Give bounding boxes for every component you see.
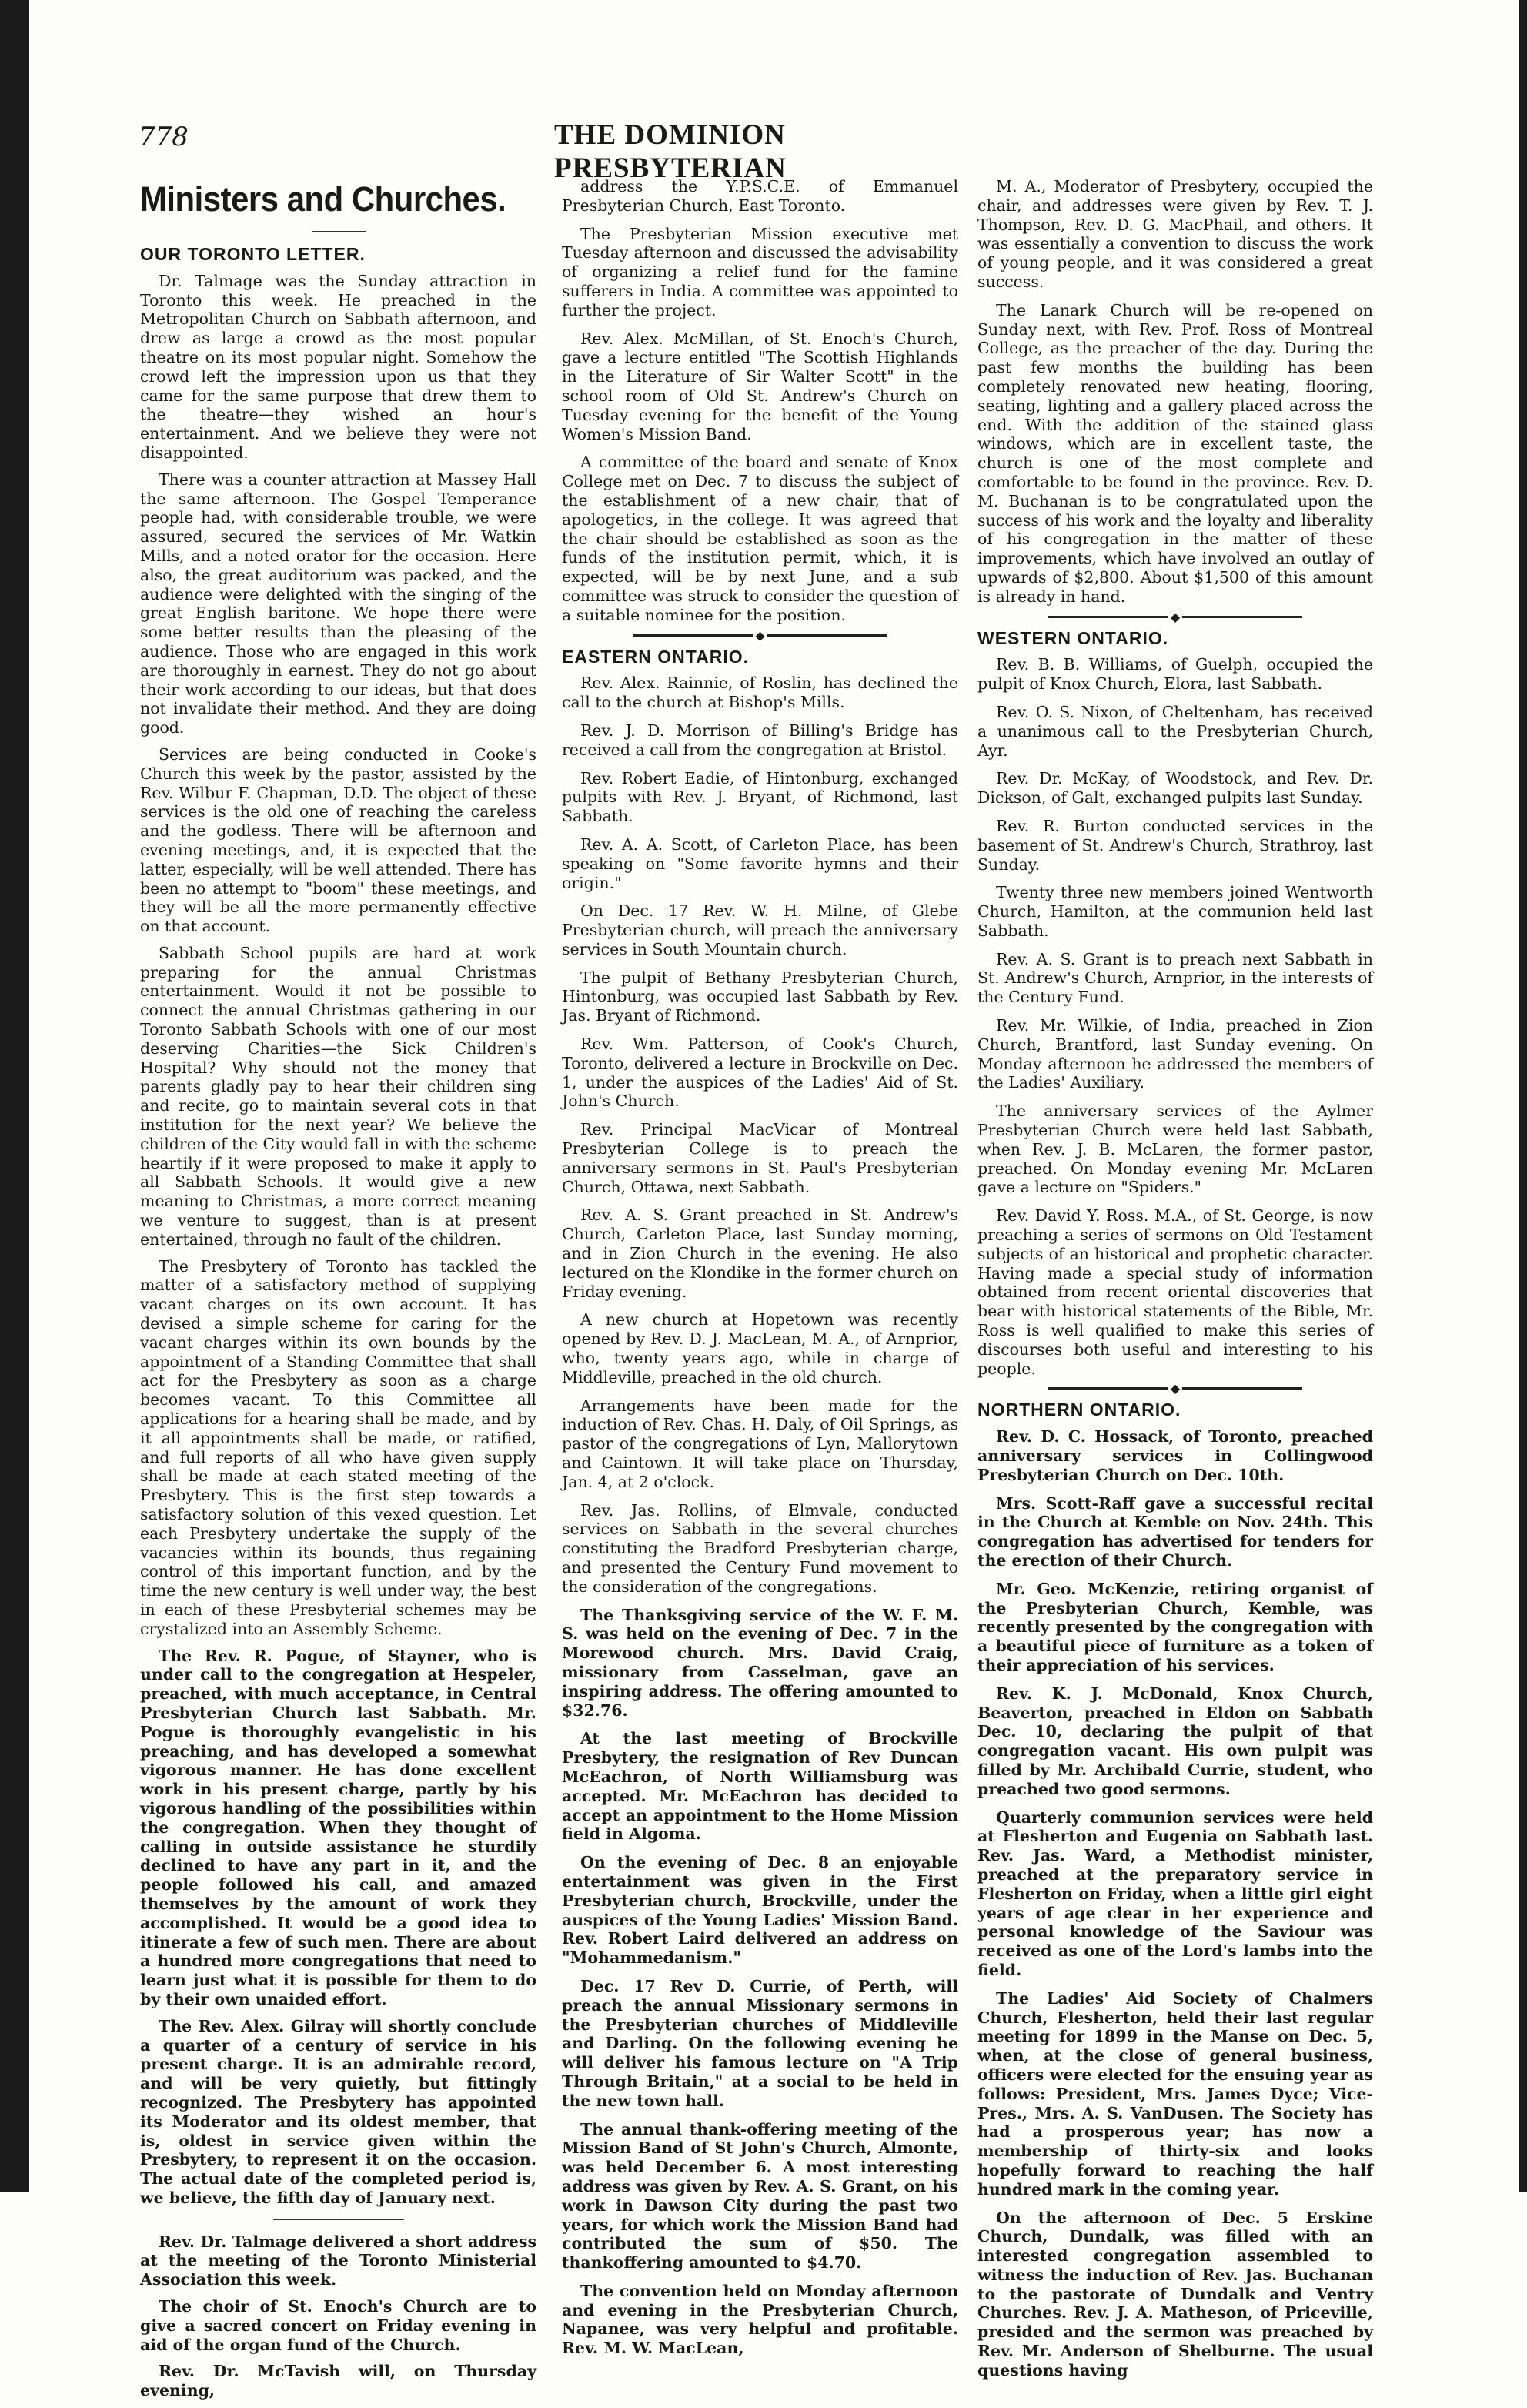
news-item: Rev. A. A. Scott, of Carleton Place, has been speaking on "Some favorite hymns and their origin." xyxy=(562,834,958,892)
ornamental-divider xyxy=(1048,1387,1302,1390)
subsection-heading: EASTERN ONTARIO. xyxy=(562,646,750,667)
divider xyxy=(312,231,366,232)
article-paragraph: Dr. Talmage was the Sunday attraction in Toronto this week. He preached in the Metropolitan Church on Sabbath afternoon, and drew as large a crowd as the most popular theatre on its most popular night. Somehow the crowd left the impression upon us that they came for the same purpose that drew them to the theatre—they wished an hour's entertainment. And we believe they were not disappointed. xyxy=(140,271,536,462)
news-item: The Lanark Church will be re-opened on Sunday next, with Rev. Prof. Ross of Montreal College, as the preacher of the day. During the past few months the building has been completely renovated new heating, flooring, seating, lighting and a gallery placed across the end. With the addition of the stained glass windows, which are in excellent taste, the church is one of the most complete and comfortable to be found in the province. Rev. D. M. Buchanan is to be congratulated upon the success of his work and the loyalty and liberality of his congregation in the matter of these improvements, which have involved an outlay of upwards of $2,800. About $1,500 of this amount is already in hand. xyxy=(977,300,1373,606)
news-item: Rev. Robert Eadie, of Hintonburg, exchanged pulpits with Rev. J. Bryant, of Richmond, last Sabbath. xyxy=(562,768,958,826)
news-item: Rev. R. Burton conducted services in the basement of St. Andrew's Church, Strathroy, last Sunday. xyxy=(977,816,1373,874)
news-item: Rev. A. S. Grant is to preach next Sabbath in St. Andrew's Church, Arnprior, in the interests of the Century Fund. xyxy=(977,949,1373,1007)
news-item: The convention held on Monday afternoon and evening in the Presbyterian Church, Napanee, was very helpful and profitable. Rev. M. W. MacLean, xyxy=(562,2281,958,2358)
column-3 xyxy=(977,177,1373,2390)
news-item: M. A., Moderator of Presbytery, occupied the chair, and addresses were given by Rev. T. J. Thompson, Rev. D. G. MacPhail, and others. It was essentially a convention to discuss the work of young people, and it was considered a great success. xyxy=(977,177,1373,291)
subsection-heading: NORTHERN ONTARIO. xyxy=(977,1400,1181,1420)
scan-right-edge xyxy=(1519,0,1527,2192)
article-paragraph: Sabbath School pupils are hard at work preparing for the annual Christmas entertainment. Would it not be possible to connect the annual Christmas gathering in our Toronto Sabbath Schools with one of our most deserving Charities—the Sick Children's Hospital? Why should not the money that parents gladly pay to hear their children sing and recite, go to maintain several cots in that institution for the next year? We believe the children of the City would fall in with the scheme heartily if it were proposed to make it apply to all Sabbath Schools. It would give a new meaning to Christmas, a more correct meaning we venture to suggest, than is at present entertained, through no fault of the children. xyxy=(140,943,536,1249)
article-paragraph: The Presbytery of Toronto has tackled the matter of a satisfactory method of supplying vacant charges on its own account. It has devised a simple scheme for caring for the vacant charges within its own bounds by the appointment of a Standing Committee that shall act for the Presbytery as soon as a charge becomes vacant. To this Committee all applications for a hearing shall be made, and by it all appointments shall be made, or ratified, and full reports of all who have given supply shall be made at each stated meeting of the Presbytery. This is the first step towards a satisfactory solution of this vexed question. Let each Presbytery undertake the supply of the vacancies within its bounds, thus regaining control of this important function, and by the time the new century is well under way, the best in each of these Presbyterial schemes may be crystalized into an Assembly Scheme. xyxy=(140,1256,536,1638)
subsection-heading: OUR TORONTO LETTER. xyxy=(140,244,366,264)
article-paragraph: The Rev. Alex. Gilray will shortly conclude a quarter of a century of service in his present charge. It is an admirable record, and will be very quietly, but fittingly recognized. The Presbytery has appointed its Moderator and its oldest member, that is, oldest in service given within the Presbytery, to represent it on the occasion. The actual date of the completed period is, we believe, the fifth day of January next. xyxy=(140,2016,536,2207)
news-item: Rev. Dr. Talmage delivered a short address at the meeting of the Toronto Ministerial Association this week. xyxy=(140,2232,536,2289)
column-1 xyxy=(140,177,536,2408)
news-item: The Ladies' Aid Society of Chalmers Church, Flesherton, held their last regular meeting for 1899 in the Manse on Dec. 5, when, at the close of general business, officers were elected for the ensuing year as follows: President, Mrs. James Dyce; Vice-Pres., Mrs. A. S. VanDusen. The Society has had a prosperous year; has now a membership of thirty-six and looks hopefully forward to reaching the half hundred mark in the coming year. xyxy=(977,1988,1373,2199)
news-item: Rev. Alex. McMillan, of St. Enoch's Church, gave a lecture entitled "The Scottish Highlands in the Literature of Sir Walter Scott" in the school room of Old St. Andrew's Church on Tuesday evening for the benefit of the Young Women's Mission Band. xyxy=(562,329,958,443)
ornamental-divider xyxy=(633,634,887,637)
news-item: The Presbyterian Mission executive met Tuesday afternoon and discussed the advisability of organizing a relief fund for the famine sufferers in India. A committee was appointed to further the project. xyxy=(562,224,958,319)
news-item: Dec. 17 Rev D. Currie, of Perth, will preach the annual Missionary sermons in the Presbyterian churches of Middleville and Darling. On the following evening he will deliver his famous lecture on "A Trip Through Britain," at a social to be held in the new town hall. xyxy=(562,1976,958,2110)
column-2 xyxy=(562,177,958,2367)
news-item: The anniversary services of the Aylmer Presbyterian Church were held last Sabbath, when Rev. J. B. McLaren, the former pastor, preached. On Monday evening Mr. McLaren gave a lecture on "Spiders." xyxy=(977,1102,1373,1197)
news-item: Mr. Geo. McKenzie, retiring organist of the Presbyterian Church, Kemble, was recently presented by the congregation with a beautiful piece of furniture as a token of their appreciation of his services. xyxy=(977,1579,1373,1674)
news-item: address the Y.P.S.C.E. of Emmanuel Presbyterian Church, East Toronto. xyxy=(562,177,958,215)
news-item: On the evening of Dec. 8 an enjoyable entertainment was given in the First Presbyterian church, Brockville, under the auspices of the Young Ladies' Mission Band. Rev. Robert Laird delivered an address on "Mohammedanism." xyxy=(562,1853,958,1968)
news-item: Mrs. Scott-Raff gave a successful recital in the Church at Kemble on Nov. 24th. This congregation has advertised for tenders for the erection of their Church. xyxy=(977,1493,1373,1570)
page-number: 778 xyxy=(139,122,189,152)
news-item: Rev. Dr. McTavish will, on Thursday evening, xyxy=(140,2362,536,2400)
subsection-heading: WESTERN ONTARIO. xyxy=(977,627,1169,648)
news-item: Rev. Principal MacVicar of Montreal Presbyterian College is to preach the anniversary sermons in St. Paul's Presbyterian Church, Ottawa, next Sabbath. xyxy=(562,1120,958,1196)
journal-title: THE DOMINION PRESBYTERIAN xyxy=(554,119,787,184)
page-header xyxy=(139,115,954,184)
news-item: The Thanksgiving service of the W. F. M. S. was held on the evening of Dec. 7 in the Morewood church. Mrs. David Craig, missionary from Casselman, gave an inspiring address. The offering amounted to $32.76. xyxy=(562,1605,958,1720)
news-item: Rev. Mr. Wilkie, of India, preached in Zion Church, Brantford, last Sunday evening. On Monday afternoon he addressed the members of the Ladies' Auxiliary. xyxy=(977,1016,1373,1092)
news-item: Rev. A. S. Grant preached in St. Andrew's Church, Carleton Place, last Sunday morning, and in Zion Church in the evening. He also lectured on the Klondike in the former church on Friday evening. xyxy=(562,1206,958,1301)
news-item: A committee of the board and senate of Knox College met on Dec. 7 to discuss the subject of the establishment of a new chair, that of apologetics, in the college. It was agreed that the chair should be established as soon as the funds of the institution permit, which, it is expected, will be by next June, and a sub committee was struck to consider the question of a suitable nominee for the position. xyxy=(562,453,958,624)
news-item: Rev. B. B. Williams, of Guelph, occupied the pulpit of Knox Church, Elora, last Sabbath. xyxy=(977,655,1373,694)
news-item: Rev. Dr. McKay, of Woodstock, and Rev. Dr. Dickson, of Galt, exchanged pulpits last Sunday. xyxy=(977,769,1373,808)
news-item: The pulpit of Bethany Presbyterian Church, Hintonburg, was occupied last Sabbath by Rev. Jas. Bryant of Richmond. xyxy=(562,968,958,1025)
news-item: The annual thank-offering meeting of the Mission Band of St John's Church, Almonte, was held December 6. A most interesting address was given by Rev. A. S. Grant, on his work in Dawson City during the past two years, for which work the Mission Band had contributed the sum of $50. The thankoffering amounted to $4.70. xyxy=(562,2119,958,2273)
section-title: Ministers and Churches. xyxy=(140,179,506,219)
news-item: On the afternoon of Dec. 5 Erskine Church, Dundalk, was filled with an interested congregation assembled to witness the induction of Rev. Jas. Buchanan to the pastorate of Dundalk and Ventry Churches. Rev. J. A. Matheson, of Priceville, presided and the sermon was preached by Rev. Mr. Anderson of Shelburne. The usual questions having xyxy=(977,2208,1373,2380)
news-item: Rev. Wm. Patterson, of Cook's Church, Toronto, delivered a lecture in Brockville on Dec. 1, under the auspices of the Ladies' Aid of St. John's Church. xyxy=(562,1035,958,1111)
news-item: Rev. O. S. Nixon, of Cheltenham, has received a unanimous call to the Presbyterian Church, Ayr. xyxy=(977,702,1373,760)
news-item: Rev. Alex. Rainnie, of Roslin, has declined the call to the church at Bishop's Mills. xyxy=(562,674,958,712)
news-item: On Dec. 17 Rev. W. H. Milne, of Glebe Presbyterian church, will preach the anniversary services in South Mountain church. xyxy=(562,901,958,958)
news-item: Rev. K. J. McDonald, Knox Church, Beaverton, preached in Eldon on Sabbath Dec. 10, declaring the pulpit of that congregation vacant. His own pulpit was filled by Mr. Archibald Currie, student, who preached two good sermons. xyxy=(977,1684,1373,1798)
news-item: A new church at Hopetown was recently opened by Rev. D. J. MacLean, M. A., of Arnprior, who, twenty years ago, while in charge of Middleville, preached in the old church. xyxy=(562,1310,958,1386)
news-item: Rev. Jas. Rollins, of Elmvale, conducted services on Sabbath in the several churches constituting the Bradford Presbyterian charge, and presented the Century Fund movement to the consideration of the congregations. xyxy=(562,1500,958,1596)
news-item: Rev. David Y. Ross. M.A., of St. George, is now preaching a series of sermons on Old Testament subjects of an historical and prophetic character. Having made a special study of information obtained from recent oriental discoveries that bear with historical statements of the Bible, Mr. Ross is well qualified to make this series of discourses both useful and interesting to his people. xyxy=(977,1206,1373,1378)
news-item: Quarterly communion services were held at Flesherton and Eugenia on Sabbath last. Rev. Jas. Ward, a Methodist minister, preached at the preparatory service in Flesherton on Friday, when a little girl eight years of age clear in her experience and personal knowledge of the Saviour was received as one of the Lord's lambs into the field. xyxy=(977,1808,1373,1979)
news-item: Arrangements have been made for the induction of Rev. Chas. H. Daly, of Oil Springs, as pastor of the congregations of Lyn, Mallorytown and Caintown. It will take place on Thursday, Jan. 4, at 2 o'clock. xyxy=(562,1396,958,1491)
article-paragraph: There was a counter attraction at Massey Hall the same afternoon. The Gospel Temperance people had, with considerable trouble, we were assured, secured the services of Mr. Watkin Mills, and a noted orator for the occasion. Here also, the great auditorium was packed, and the audience were delighted with the singing of the great English baritone. We hope there were some better results than the pleasing of the audience. Those who are engaged in this work are thoroughly in earnest. They do not go about their work according to our ideas, but that does not invalidate their method. And they are doing good. xyxy=(140,470,536,737)
news-item: Rev. J. D. Morrison of Billing's Bridge has received a call from the congregation at Bristol. xyxy=(562,721,958,759)
news-item: Rev. D. C. Hossack, of Toronto, preached anniversary services in Collingwood Presbyterian Church on Dec. 10th. xyxy=(977,1427,1373,1484)
scan-left-edge xyxy=(0,0,29,2192)
ornamental-divider xyxy=(1048,616,1302,618)
news-item: At the last meeting of Brockville Presbytery, the resignation of Rev Duncan McEachron, of North Williamsburg was accepted. Mr. McEachron has decided to accept an appointment to the Home Mission field in Algoma. xyxy=(562,1729,958,1844)
article-paragraph: Services are being conducted in Cooke's Church this week by the pastor, assisted by the Rev. Wilbur F. Chapman, D.D. The object of these services is the old one of reaching the careless and the godless. There will be afternoon and evening meetings, and, it is expected that the latter, especially, will be well attended. There has been no attempt to "boom" these meetings, and they will be all the more permanently effective on that account. xyxy=(140,744,536,936)
divider xyxy=(273,2219,404,2220)
news-item: Twenty three new members joined Wentworth Church, Hamilton, at the communion held last Sabbath. xyxy=(977,883,1373,940)
news-item: The choir of St. Enoch's Church are to give a sacred concert on Friday evening in aid of the organ fund of the Church. xyxy=(140,2297,536,2354)
article-paragraph: The Rev. R. Pogue, of Stayner, who is under call to the congregation at Hespeler, preached, with much acceptance, in Central Presbyterian Church last Sabbath. Mr. Pogue is thoroughly evangelistic in his preaching, and has developed a somewhat vigorous manner. He has done excellent work in his present charge, partly by his vigorous handling of the possibilities within the congregation. When they thought of calling in outside assistance he sturdily declined to have any part in it, and the people followed his call, and amazed themselves by the amount of work they accomplished. It would be a good idea to itinerate a few of such men. There are about a hundred more congregations that need to learn just what it is possible for them to do by their own unaided effort. xyxy=(140,1646,536,2008)
